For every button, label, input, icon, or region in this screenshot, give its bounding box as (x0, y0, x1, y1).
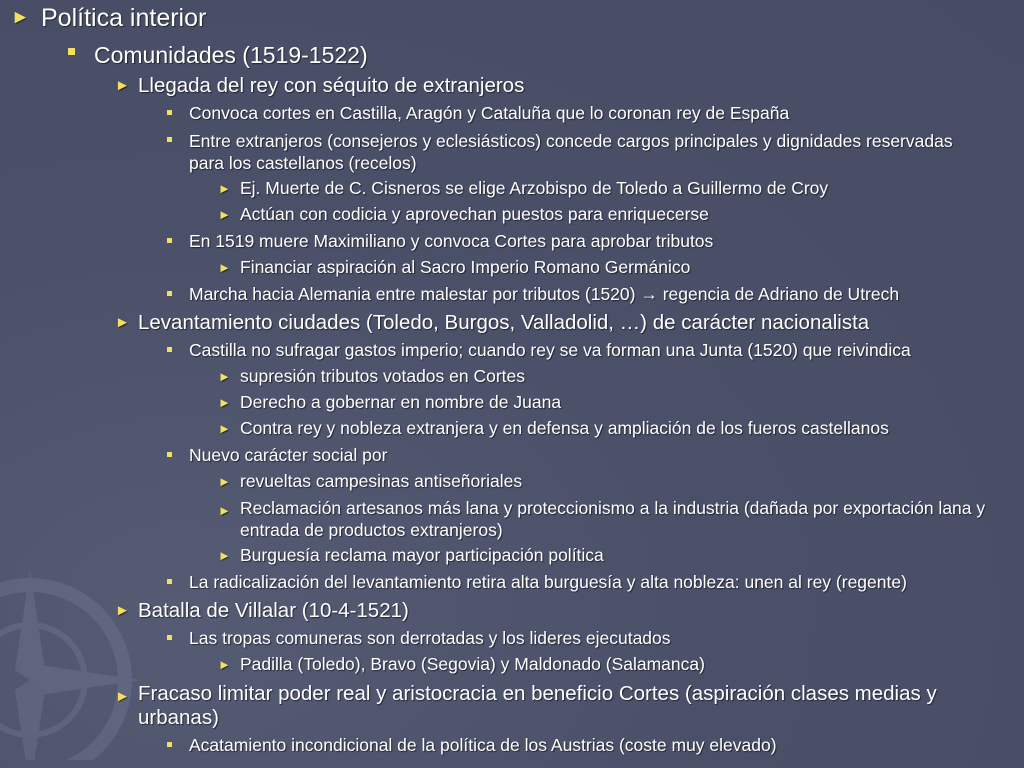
triangle-right-bullet-icon: ► (218, 548, 231, 563)
levantamiento-heading: ► Levantamiento ciudades (Toledo, Burgos, Valladolid, …) de carácter nacionalista (115, 311, 870, 334)
llegada-maximiliano: En 1519 muere Maximiliano y convoca Cortes para aprobar tributos (189, 231, 713, 252)
triangle-right-bullet-icon: ► (218, 503, 231, 518)
triangle-right-bullet-icon: ► (218, 474, 231, 489)
villalar-heading: ► Batalla de Villalar (10-4-1521) (115, 599, 409, 622)
levantamiento-burguesia: ► Burguesía reclama mayor participación política (218, 545, 604, 565)
square-bullet-icon (167, 238, 172, 243)
llegada-marcha: Marcha hacia Alemania entre malestar por tributos (1520) → regencia de Adriano de Utrech (189, 284, 899, 305)
llegada-financiar: ► Financiar aspiración al Sacro Imperio Romano Germánico (218, 257, 691, 277)
llegada-cortes: Convoca cortes en Castilla, Aragón y Cataluña que lo coronan rey de España (189, 103, 789, 124)
square-bullet-icon (167, 452, 172, 457)
triangle-right-bullet-icon: ► (218, 395, 231, 410)
levantamiento-contra-rey: ► Contra rey y nobleza extranjera y en defensa y ampliación de los fueros castellanos (218, 418, 889, 438)
square-bullet-icon (167, 579, 172, 584)
levantamiento-derecho: ► Derecho a gobernar en nombre de Juana (218, 392, 562, 412)
levantamiento-nuevo-caracter: Nuevo carácter social por (189, 445, 387, 466)
villalar-padilla: ► Padilla (Toledo), Bravo (Segovia) y Maldonado (Salamanca) (218, 654, 705, 674)
triangle-right-bullet-icon: ► (218, 181, 231, 196)
triangle-right-bullet-icon: ► (11, 7, 30, 28)
square-bullet-icon (167, 110, 172, 115)
llegada-extranjeros: Entre extranjeros (consejeros y eclesiásticos) concede cargos principales y dignidades reservadas para los castellanos (recelos) (189, 130, 989, 174)
square-bullet-icon (68, 48, 75, 55)
levantamiento-radicalizacion: La radicalización del levantamiento retira alta burguesía y alta nobleza: unen al rey (regente) (189, 572, 907, 593)
triangle-right-bullet-icon: ► (218, 369, 231, 384)
llegada-ej-cisneros: ► Ej. Muerte de C. Cisneros se elige Arzobispo de Toledo a Guillermo de Croy (218, 178, 829, 198)
llegada-codicia: ► Actúan con codicia y aprovechan puestos para enriquecerse (218, 204, 709, 224)
llegada-heading: ► Llegada del rey con séquito de extranjeros (115, 74, 525, 97)
fracaso-heading: ► Fracaso limitar poder real y aristocracia en beneficio Cortes (aspiración clases medias y urbanas) (115, 682, 937, 729)
triangle-right-bullet-icon: ► (218, 260, 231, 275)
fracaso-acatamiento: Acatamiento incondicional de la política de los Austrias (coste muy elevado) (189, 735, 777, 756)
levantamiento-castilla: Castilla no sufragar gastos imperio; cuando rey se va forman una Junta (1520) que reivindica (189, 340, 911, 361)
square-bullet-icon (167, 742, 172, 747)
triangle-right-bullet-icon: ► (218, 657, 231, 672)
triangle-right-bullet-icon: ► (115, 602, 130, 619)
triangle-right-bullet-icon: ► (115, 314, 130, 331)
levantamiento-reclamacion: ► Reclamación artesanos más lana y proteccionismo a la industria (dañada por exportación lana y entrada de productos extranjeros) (218, 498, 986, 540)
outline-section: Comunidades (1519-1522) (94, 42, 368, 69)
triangle-right-bullet-icon: ► (218, 207, 231, 222)
square-bullet-icon (167, 291, 172, 296)
square-bullet-icon (167, 347, 172, 352)
levantamiento-revueltas: ► revueltas campesinas antiseñoriales (218, 471, 523, 491)
triangle-right-bullet-icon: ► (115, 77, 130, 94)
triangle-right-bullet-icon: ► (218, 421, 231, 436)
square-bullet-icon (167, 137, 172, 142)
outline-title: ► Política interior (11, 4, 207, 32)
triangle-right-bullet-icon: ► (115, 688, 130, 705)
levantamiento-supresion: ► supresión tributos votados en Cortes (218, 366, 526, 386)
square-bullet-icon (167, 635, 172, 640)
villalar-tropas: Las tropas comuneras son derrotadas y los lideres ejecutados (189, 628, 671, 649)
